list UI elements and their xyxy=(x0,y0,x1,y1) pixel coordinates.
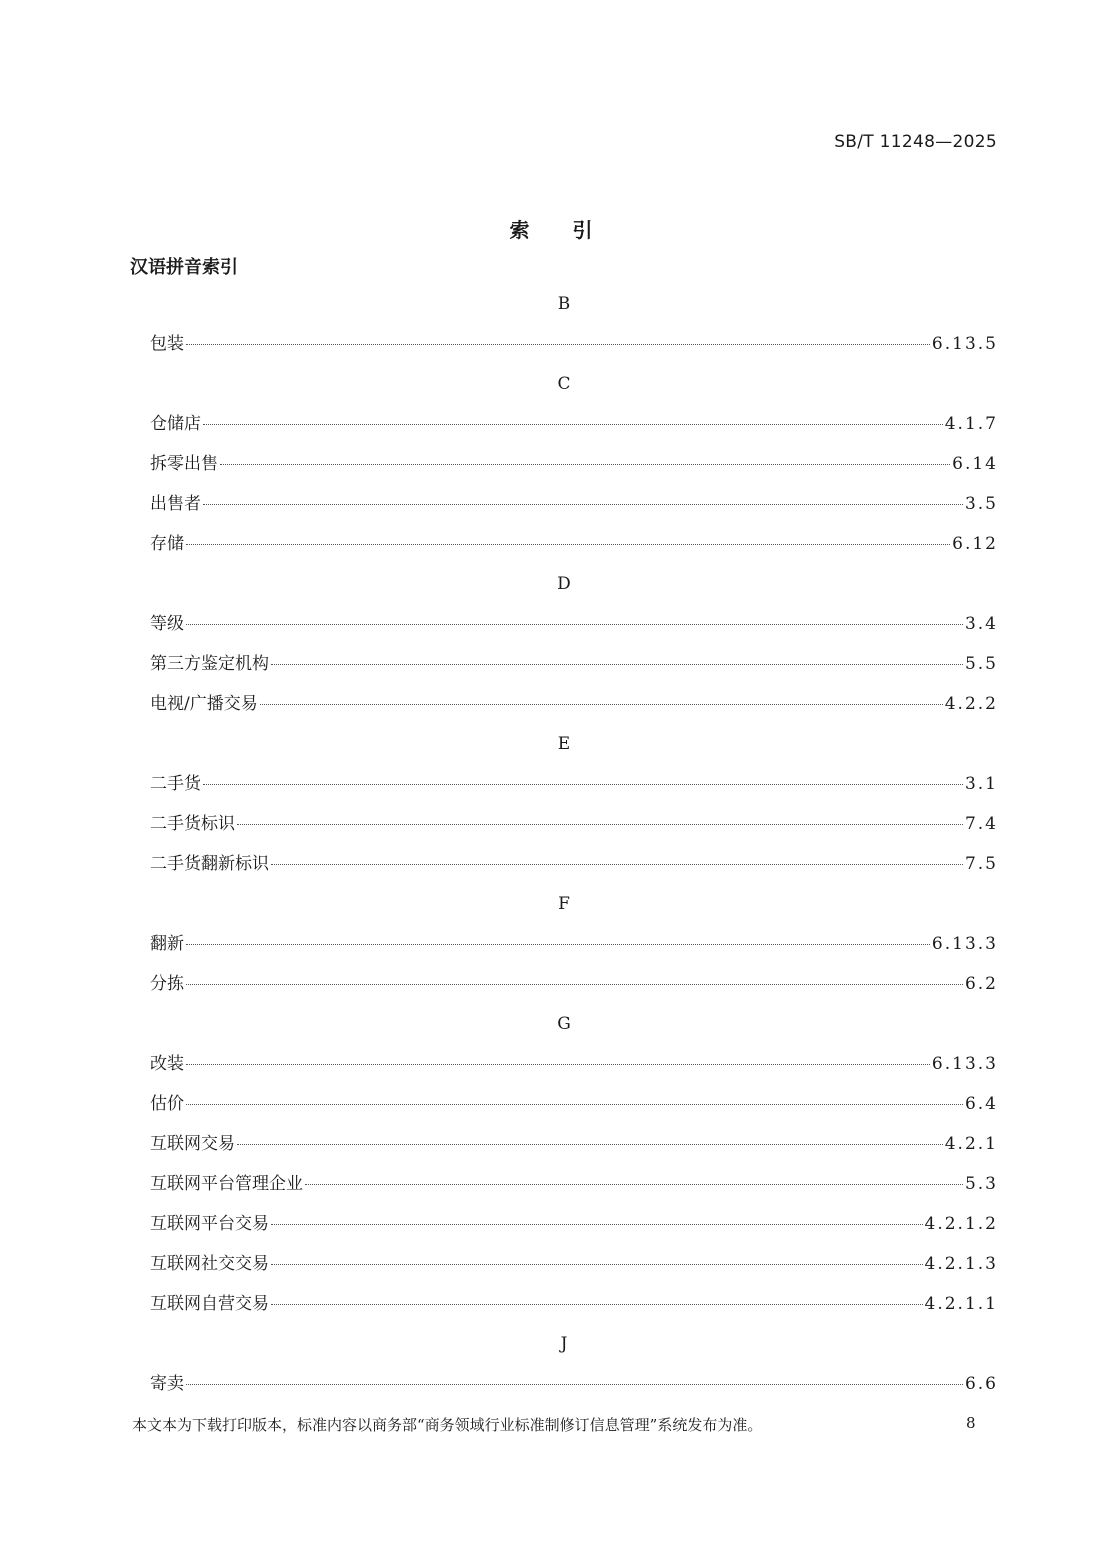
index-entry-ref: 5.3 xyxy=(964,1174,998,1194)
dot-leader xyxy=(271,664,963,665)
dot-leader xyxy=(186,1384,963,1385)
index-group-letter: F xyxy=(558,894,570,914)
index-entry-ref: 5.5 xyxy=(964,654,998,674)
index-entry-ref: 7.5 xyxy=(964,854,998,874)
section-title: 汉语拼音索引 xyxy=(130,257,238,278)
index-entry xyxy=(150,1284,998,1324)
index-entry-term: 改装 xyxy=(150,1054,184,1074)
index-entry-term: 估价 xyxy=(150,1094,184,1114)
dot-leader xyxy=(271,1224,923,1225)
index-entry-term: 存储 xyxy=(150,534,184,554)
index-entry xyxy=(150,1124,998,1164)
index-entry xyxy=(150,964,998,1004)
index-entry-term: 电视/广播交易 xyxy=(150,694,258,714)
index-entry xyxy=(150,1084,998,1124)
index-entry-ref: 6.14 xyxy=(952,454,998,474)
index-entry xyxy=(150,1364,998,1404)
index-entry-term: 互联网平台管理企业 xyxy=(150,1174,303,1194)
index-entry-ref: 4.2.1.3 xyxy=(924,1254,998,1274)
index-entry-term: 互联网自营交易 xyxy=(150,1294,269,1314)
index-entry-term: 等级 xyxy=(150,614,184,634)
index-entry xyxy=(150,1204,998,1244)
index-entry xyxy=(150,444,998,484)
index-entry-term: 二手货翻新标识 xyxy=(150,854,269,874)
dot-leader xyxy=(203,784,963,785)
dot-leader xyxy=(186,1064,930,1065)
dot-leader xyxy=(220,464,950,465)
dot-leader xyxy=(186,624,963,625)
index-entry xyxy=(150,924,998,964)
index-entry-ref: 3.4 xyxy=(964,614,998,634)
index-entry-ref: 4.1.7 xyxy=(944,414,998,434)
index-list xyxy=(150,284,998,1404)
index-entry xyxy=(150,524,998,564)
index-entry xyxy=(150,684,998,724)
index-entry xyxy=(150,804,998,844)
dot-leader xyxy=(186,944,930,945)
index-entry-ref: 3.5 xyxy=(964,494,998,514)
dot-leader xyxy=(305,1184,963,1185)
index-entry-ref: 6.13.5 xyxy=(931,334,998,354)
index-entry-ref: 4.2.2 xyxy=(944,694,998,714)
index-entry xyxy=(150,1164,998,1204)
dot-leader xyxy=(271,1304,923,1305)
index-entry-term: 互联网平台交易 xyxy=(150,1214,269,1234)
index-entry-ref: 6.13.3 xyxy=(931,934,998,954)
index-entry-ref: 4.2.1 xyxy=(944,1134,998,1154)
index-entry-ref: 4.2.1.2 xyxy=(924,1214,998,1234)
dot-leader xyxy=(271,1264,923,1265)
index-group-letter: G xyxy=(557,1014,571,1034)
index-entry-term: 二手货标识 xyxy=(150,814,235,834)
dot-leader xyxy=(186,544,950,545)
index-entry-ref: 6.12 xyxy=(952,534,998,554)
index-entry-term: 拆零出售 xyxy=(150,454,218,474)
index-entry-term: 二手货 xyxy=(150,774,201,794)
index-entry-term: 寄卖 xyxy=(150,1374,184,1394)
document-code: SB/T 11248—2025 xyxy=(834,132,997,152)
index-entry-term: 第三方鉴定机构 xyxy=(150,654,269,674)
dot-leader xyxy=(260,704,943,705)
page-number: 8 xyxy=(966,1414,976,1432)
index-group-letter: D xyxy=(557,574,571,594)
index-entry-ref: 6.4 xyxy=(964,1094,998,1114)
index-entry-term: 互联网交易 xyxy=(150,1134,235,1154)
dot-leader xyxy=(271,864,963,865)
dot-leader xyxy=(186,1104,963,1105)
dot-leader xyxy=(237,824,963,825)
dot-leader xyxy=(186,344,930,345)
index-entry-term: 翻新 xyxy=(150,934,184,954)
dot-leader xyxy=(237,1144,943,1145)
index-entry xyxy=(150,484,998,524)
index-entry-term: 分拣 xyxy=(150,974,184,994)
index-entry-term: 包装 xyxy=(150,334,184,354)
index-entry-term: 互联网社交交易 xyxy=(150,1254,269,1274)
index-entry-ref: 4.2.1.1 xyxy=(924,1294,998,1314)
index-entry xyxy=(150,324,998,364)
index-entry-ref: 3.1 xyxy=(964,774,998,794)
index-entry-term: 出售者 xyxy=(150,494,201,514)
index-entry xyxy=(150,604,998,644)
index-entry xyxy=(150,1044,998,1084)
page-title: 索 引 xyxy=(509,218,593,242)
index-group-letter: C xyxy=(557,374,571,394)
index-group-letter: J xyxy=(560,1334,568,1354)
index-entry xyxy=(150,404,998,444)
dot-leader xyxy=(203,504,963,505)
index-entry xyxy=(150,1244,998,1284)
index-entry-ref: 6.13.3 xyxy=(931,1054,998,1074)
index-entry xyxy=(150,644,998,684)
index-entry-term: 仓储店 xyxy=(150,414,201,434)
index-entry-ref: 6.6 xyxy=(964,1374,998,1394)
index-entry-ref: 7.4 xyxy=(964,814,998,834)
footer-note: 本文本为下载打印版本，标准内容以商务部“商务领域行业标准制修订信息管理”系统发布为准。 xyxy=(132,1416,763,1434)
index-entry xyxy=(150,764,998,804)
dot-leader xyxy=(186,984,963,985)
dot-leader xyxy=(203,424,943,425)
index-group-letter: E xyxy=(557,734,571,754)
index-group-letter: B xyxy=(557,294,571,314)
index-entry-ref: 6.2 xyxy=(964,974,998,994)
index-entry xyxy=(150,844,998,884)
